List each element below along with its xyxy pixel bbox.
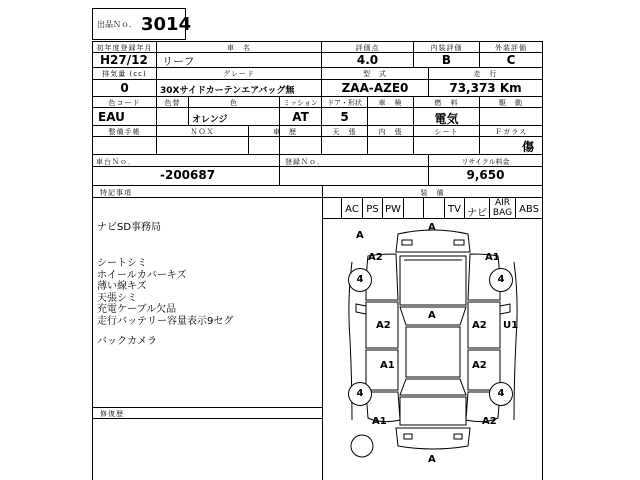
doors-label: ドア・形状	[327, 99, 362, 107]
mission-label: ミッション	[283, 99, 318, 107]
color-code-value: EAU	[98, 110, 125, 124]
chassis-label: 車台Ｎｏ．	[96, 158, 136, 166]
damage-rear-right: A2	[482, 416, 497, 427]
repair-history-label: 修復歴	[100, 410, 124, 418]
damage-front-left-a2: A2	[368, 252, 383, 263]
note-line: 走行バッテリー容量表示9セグ	[97, 315, 234, 327]
interior-trim-label: 内 張	[378, 128, 403, 136]
color-code-label: 色コード	[108, 99, 141, 107]
notes-list	[97, 258, 233, 328]
equip-air: AIR	[494, 198, 511, 208]
interior-grade-value: B	[441, 53, 452, 67]
recycle-label: リサイクル料金	[461, 158, 510, 166]
fuel-value: 電気	[434, 112, 459, 126]
damage-left-rear-door: A1	[380, 360, 395, 371]
model-value: ZAA-AZE0	[341, 81, 409, 95]
fuel-label: 燃 料	[434, 99, 459, 107]
color-change-label: 色替	[164, 99, 181, 107]
damage-rear-a: A	[428, 454, 436, 465]
car-name-value: リーフ	[162, 55, 195, 68]
listing-number: 3014	[141, 14, 192, 35]
damage-rear-left: A1	[372, 416, 387, 427]
listing-number-label: 出品Ｎｏ．	[97, 20, 137, 29]
interior-grade-label: 内装評価	[430, 44, 463, 52]
drive-label: 駆 動	[499, 99, 523, 107]
tire-front-left: 4	[348, 268, 372, 292]
inspection-label: 車 検	[378, 99, 403, 107]
windshield-label: Ｆガラス	[495, 128, 527, 136]
displacement-label: 排気量 (cc)	[102, 70, 147, 78]
note-line: ホイールカバーキズ	[97, 269, 187, 281]
note-line: シートシミ	[97, 258, 147, 269]
equip-navi: ナビ	[467, 208, 487, 219]
equip-ac: AC	[345, 204, 359, 215]
equipment-label: 装 備	[420, 189, 445, 197]
history-label: 車 歴	[273, 128, 297, 136]
damage-left-front-door: A2	[376, 320, 391, 331]
note-line: 薄い線キズ	[97, 281, 147, 293]
score-label: 評価点	[355, 44, 380, 52]
recycle-value: 9,650	[466, 168, 505, 182]
notes-top: ナビSD事務局	[97, 222, 162, 233]
damage-front-a: A	[428, 222, 436, 233]
first-reg-value: H27/12	[100, 53, 148, 67]
color-value: オレンジ	[192, 115, 228, 125]
damage-front-right-a1: A1	[485, 252, 500, 263]
score-value: 4.0	[356, 53, 379, 67]
color-label: 色	[230, 99, 238, 107]
exterior-grade-label: 外装評価	[495, 44, 527, 52]
model-label: 型 式	[363, 70, 387, 78]
note-line: 充電ケーブル欠品	[97, 304, 177, 316]
maint-book-label: 整備手帳	[108, 128, 141, 136]
grade-label: グレード	[223, 70, 255, 78]
damage-front-left-a: A	[356, 230, 364, 241]
tire-front-right: 4	[489, 268, 513, 292]
grade-value: 30Xサイドカーテンエアバッグ無	[160, 86, 295, 96]
mileage-label: 走 行	[473, 70, 498, 78]
doors-value: 5	[340, 110, 349, 124]
damage-hood: A	[428, 310, 436, 321]
note-line: 天張シミ	[97, 292, 137, 304]
tire-rear-left: 4	[348, 382, 372, 406]
damage-right-u1: U1	[503, 320, 519, 331]
seat-label: シート	[434, 128, 459, 136]
roof-label: 天 張	[332, 128, 357, 136]
damage-right-front-door: A2	[472, 320, 487, 331]
mission-value: AT	[292, 110, 309, 124]
reg-no-label: 登録Ｎｏ．	[285, 158, 325, 166]
notes-label: 特記事項	[100, 189, 132, 197]
equip-ps: PS	[366, 204, 379, 215]
equip-bag: BAG	[492, 208, 513, 218]
equip-pw: PW	[385, 204, 401, 215]
nox-label: ＮＯＸ	[190, 128, 215, 136]
displacement-value: 0	[120, 81, 129, 95]
damage-right-rear-door: A2	[472, 360, 487, 371]
car-name-label: 車 名	[227, 44, 251, 52]
exterior-grade-value: C	[506, 53, 516, 67]
tire-rear-right: 4	[489, 382, 513, 406]
chassis-value: -200687	[160, 168, 216, 182]
notes-extra: バックカメラ	[97, 336, 157, 347]
windshield-value: 傷	[521, 140, 534, 154]
mileage-value: 73,373 Km	[449, 81, 522, 95]
first-reg-label: 初年度登録年月	[96, 44, 153, 52]
equip-tv: TV	[448, 204, 461, 215]
equip-abs: ABS	[519, 204, 539, 215]
